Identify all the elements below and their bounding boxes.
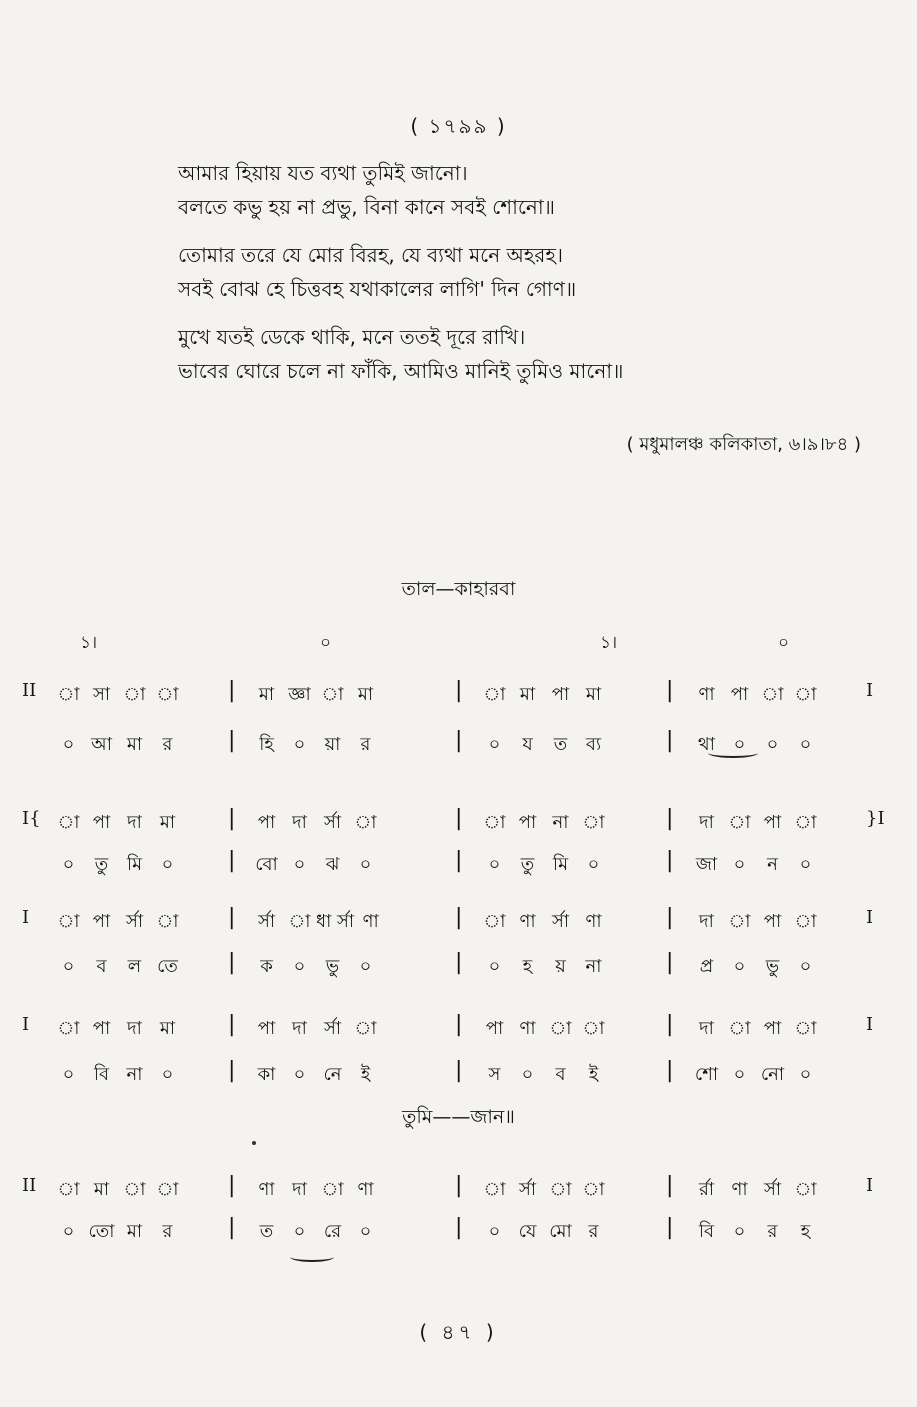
beat-separator: | (455, 678, 463, 703)
syllable: ০ (766, 734, 779, 755)
note: া (794, 911, 817, 932)
syllable: হ (800, 1221, 811, 1242)
syllable: য (522, 734, 533, 755)
note: দা (127, 812, 142, 833)
beat-marker: ১। (80, 633, 98, 653)
beat-group (478, 680, 610, 711)
poem (178, 156, 878, 388)
syllable: হি (259, 734, 274, 755)
note: দা (699, 812, 714, 833)
beat-group (690, 808, 822, 839)
syllable: শো (694, 1064, 719, 1085)
note: পা (551, 684, 570, 705)
syllable: রে (323, 1221, 342, 1242)
note: া (549, 1179, 572, 1200)
poem-line: আমার হিয়ায় যত ব্যথা তুমিই জানো। (178, 161, 468, 185)
syllable: না (585, 956, 602, 977)
note: র্সা (125, 911, 144, 932)
note: পা (763, 1018, 782, 1039)
poem-line: সবই বোঝ হে চিত্তবহ যথাকালের লাগি' দিন গোণ॥ (178, 277, 577, 301)
note: পা (518, 812, 537, 833)
syllable: ০ (799, 1064, 812, 1085)
poem-line: তোমার তরে যে মোর বিরহ, যে ব্যথা মনে অহরহ। (178, 243, 563, 267)
refrain: তুমি——জান॥ (402, 1106, 515, 1128)
note: া (156, 1179, 179, 1200)
syllable: নে (323, 1064, 342, 1085)
beat-group (478, 1217, 610, 1248)
beat-separator: | (455, 950, 463, 975)
beat-group (250, 907, 387, 938)
source-note: ( মধুমালঞ্চ কলিকাতা, ৬।৯।৮৪ ) (626, 434, 861, 455)
beat-group (52, 808, 184, 839)
notation-row-notes (0, 1012, 917, 1044)
note: মা (585, 684, 602, 705)
syllable: আ (91, 734, 112, 755)
beat-separator: | (666, 806, 674, 831)
beat-marker: ০ (778, 633, 790, 653)
notation-row-lyrics (0, 848, 917, 880)
syllable: ০ (359, 1221, 372, 1242)
note: র্সা (763, 1179, 782, 1200)
syllable: র (588, 1221, 599, 1242)
note: মা (159, 1018, 176, 1039)
beat-separator: | (455, 848, 463, 873)
beat-separator: | (666, 848, 674, 873)
bar-line-close: I (866, 680, 874, 701)
note: া (582, 812, 605, 833)
notation-row-notes (0, 1173, 917, 1205)
note: া (156, 911, 179, 932)
syllable: না (126, 1064, 143, 1085)
bar-line-close: I (866, 907, 874, 928)
note: মা (93, 1179, 110, 1200)
syllable: য়া (324, 734, 341, 755)
notation-row-notes (0, 905, 917, 937)
syllable: ০ (488, 734, 501, 755)
note: পা (763, 911, 782, 932)
bar-line-close: I (866, 1014, 874, 1035)
syllable: ০ (359, 956, 372, 977)
beat-group (478, 730, 610, 761)
beat-group (690, 1175, 822, 1206)
syllable: ০ (62, 854, 75, 875)
syllable: মি (126, 854, 143, 875)
syllable: ন (767, 854, 778, 875)
note: া (288, 911, 311, 932)
beat-separator: | (666, 905, 674, 930)
syllable: প্র (699, 956, 714, 977)
syllable: বি (698, 1221, 715, 1242)
syllable: ০ (293, 734, 306, 755)
poem-line: বলতে কভু হয় না প্রভু, বিনা কানে সবই শোনো॥ (178, 195, 555, 219)
syllable: ০ (488, 854, 501, 875)
note: ণা (519, 911, 536, 932)
syllable: ০ (62, 734, 75, 755)
beat-group (690, 850, 822, 881)
note: ণা (258, 1179, 275, 1200)
beat-group (690, 730, 822, 761)
note: দা (292, 1018, 307, 1039)
note: ণা (585, 911, 602, 932)
note: া (794, 684, 817, 705)
beat-group (478, 1175, 610, 1206)
poem-line: মুখে যতই ডেকে থাকি, মনে ততই দূরে রাখি। (178, 325, 526, 349)
note: পা (92, 1018, 111, 1039)
syllable: জা (695, 854, 718, 875)
beat-group (690, 1014, 822, 1045)
beat-separator: | (228, 848, 236, 873)
syllable: ০ (799, 854, 812, 875)
syllable: ০ (62, 1221, 75, 1242)
note: া (549, 1018, 572, 1039)
syllable: বি (93, 1064, 110, 1085)
note: ণা (362, 911, 379, 932)
note: া (761, 684, 784, 705)
beat-group (250, 850, 382, 881)
syllable: ০ (488, 1221, 501, 1242)
syllable: ০ (488, 956, 501, 977)
beat-separator: | (455, 1012, 463, 1037)
syllable: ব (96, 956, 107, 977)
syllable: ০ (161, 1064, 174, 1085)
note: া (483, 1179, 506, 1200)
beat-separator: | (666, 1058, 674, 1083)
syllable: হ (522, 956, 533, 977)
note: া (57, 1179, 80, 1200)
note: পা (257, 812, 276, 833)
beat-group (250, 1175, 382, 1206)
note: া (582, 1179, 605, 1200)
beat-separator: | (666, 678, 674, 703)
bar-line-open: I (22, 907, 30, 928)
note: া (123, 684, 146, 705)
beat-separator: | (666, 950, 674, 975)
beat-separator: | (455, 905, 463, 930)
beat-group (478, 907, 610, 938)
syllable: ভু (765, 956, 780, 977)
note: ণা (519, 1018, 536, 1039)
note: া (728, 1018, 751, 1039)
note: া (156, 684, 179, 705)
note: পা (92, 911, 111, 932)
note: া (57, 684, 80, 705)
note: মা (258, 684, 275, 705)
syllable: ০ (521, 1064, 534, 1085)
notation-row-lyrics (0, 1058, 917, 1090)
syllable: মা (126, 734, 143, 755)
note: না (552, 812, 569, 833)
syllable: র (767, 1221, 778, 1242)
syllable: নো (760, 1064, 785, 1085)
note: া (794, 1179, 817, 1200)
beat-group (52, 730, 184, 761)
beat-group (478, 850, 610, 881)
slur-mark (708, 748, 758, 758)
syllable: ০ (733, 854, 746, 875)
bar-line-open: I{ (22, 808, 41, 829)
note: া (728, 911, 751, 932)
note: র্রা (698, 1179, 715, 1200)
note: দা (127, 1018, 142, 1039)
syllable: ০ (587, 854, 600, 875)
note: দা (292, 812, 307, 833)
syllable: র (360, 734, 371, 755)
note: দা (699, 911, 714, 932)
note: মা (357, 684, 374, 705)
beat-separator: | (455, 1173, 463, 1198)
beat-group (52, 1060, 184, 1091)
beat-separator: | (455, 806, 463, 831)
song-number: ( ১৭৯৯ ) (410, 114, 507, 138)
slur-mark (290, 1252, 334, 1262)
beat-separator: | (228, 806, 236, 831)
syllable: ০ (799, 956, 812, 977)
syllable: ০ (62, 956, 75, 977)
syllable: ব (555, 1064, 566, 1085)
beat-group (52, 952, 184, 983)
syllable: তো (88, 1221, 115, 1242)
beat-group (250, 808, 382, 839)
beat-group (52, 1217, 184, 1248)
poem-line: ভাবের ঘোরে চলে না ফাঁকি, আমিও মানিই তুমিও মানো॥ (178, 359, 624, 383)
notation-row-notes (0, 678, 917, 710)
beat-separator: | (228, 1215, 236, 1240)
beat-group (478, 1014, 610, 1045)
syllable: ০ (161, 854, 174, 875)
note: া (483, 911, 506, 932)
bar-line-close: }I (866, 808, 885, 829)
syllable: থা (698, 734, 715, 755)
note: া (794, 812, 817, 833)
syllable: কা (257, 1064, 276, 1085)
syllable: ০ (733, 956, 746, 977)
beat-group (250, 1014, 382, 1045)
syllable: মো (549, 1221, 572, 1242)
syllable: ভু (325, 956, 340, 977)
notation-row-lyrics (0, 950, 917, 982)
beat-group (250, 952, 382, 983)
beat-separator: | (228, 1012, 236, 1037)
syllable: ০ (359, 854, 372, 875)
beat-group (52, 907, 184, 938)
note: মা (519, 684, 536, 705)
beat-separator: | (228, 950, 236, 975)
syllable: তু (520, 854, 535, 875)
syllable: মি (552, 854, 569, 875)
note: মা (159, 812, 176, 833)
bar-line-close: I (866, 1175, 874, 1196)
note: া (354, 1018, 377, 1039)
beat-group (52, 1175, 184, 1206)
note: া (354, 812, 377, 833)
syllable: য় (555, 956, 566, 977)
beat-group (478, 1060, 610, 1091)
syllable: মা (126, 1221, 143, 1242)
notation-row-lyrics (0, 728, 917, 760)
beat-separator: | (455, 728, 463, 753)
note: া (483, 812, 506, 833)
syllable: ই (588, 1064, 599, 1085)
syllable: ০ (799, 734, 812, 755)
note: ধা র্সা (316, 911, 355, 932)
note: র্সা (551, 911, 570, 932)
beat-markers (0, 630, 917, 660)
beat-separator: | (228, 728, 236, 753)
syllable: ০ (293, 956, 306, 977)
syllable: ই (360, 1064, 371, 1085)
beat-group (478, 808, 610, 839)
note: পা (730, 684, 749, 705)
notation-row-lyrics (0, 1215, 917, 1247)
beat-separator: | (666, 1012, 674, 1037)
note: া (483, 684, 506, 705)
syllable: ০ (293, 1221, 306, 1242)
note: া (582, 1018, 605, 1039)
beat-group (52, 680, 184, 711)
beat-separator: | (455, 1215, 463, 1240)
note: া (794, 1018, 817, 1039)
note: সা (92, 684, 111, 705)
note: া (321, 684, 344, 705)
syllable: ০ (733, 1221, 746, 1242)
syllable: বো (255, 854, 278, 875)
beat-group (690, 680, 822, 711)
note: জ্ঞা (288, 684, 311, 705)
beat-group (690, 1217, 822, 1248)
syllable: ত (553, 734, 568, 755)
note: ণা (698, 684, 715, 705)
beat-separator: | (228, 1173, 236, 1198)
beat-group (250, 680, 382, 711)
note: পা (92, 812, 111, 833)
syllable: তু (94, 854, 109, 875)
syllable: স (488, 1064, 501, 1085)
beat-group (250, 1060, 382, 1091)
note: া (123, 1179, 146, 1200)
syllable: ক (260, 956, 273, 977)
syllable: ০ (293, 1064, 306, 1085)
beat-group (250, 1217, 382, 1248)
dot-mark (252, 1141, 256, 1145)
page-number: ( ৪৭ ) (419, 1320, 498, 1344)
syllable: ০ (62, 1064, 75, 1085)
note: া (57, 812, 80, 833)
note: পা (763, 812, 782, 833)
note: পা (485, 1018, 504, 1039)
beat-separator: | (666, 1215, 674, 1240)
syllable: ত (259, 1221, 274, 1242)
tala-heading: তাল—কাহারবা (401, 578, 516, 600)
syllable: র (162, 734, 173, 755)
note: ণা (357, 1179, 374, 1200)
syllable: ০ (293, 854, 306, 875)
syllable: ০ (733, 734, 746, 755)
notation-row-notes (0, 806, 917, 838)
beat-group (690, 952, 822, 983)
beat-group (690, 907, 822, 938)
bar-line-open: II (22, 680, 37, 701)
note: দা (699, 1018, 714, 1039)
note: দা (292, 1179, 307, 1200)
bar-line-open: I (22, 1014, 30, 1035)
beat-marker: ০ (320, 633, 332, 653)
note: র্সা (323, 812, 342, 833)
syllable: ব্য (585, 734, 602, 755)
beat-group (690, 1060, 822, 1091)
beat-group (250, 730, 382, 761)
beat-separator: | (666, 1173, 674, 1198)
beat-group (478, 952, 610, 983)
note: ণা (731, 1179, 748, 1200)
syllable: র (162, 1221, 173, 1242)
beat-separator: | (228, 678, 236, 703)
note: া (728, 812, 751, 833)
note: র্সা (257, 911, 276, 932)
bar-line-open: II (22, 1175, 37, 1196)
beat-group (52, 1014, 184, 1045)
note: র্সা (518, 1179, 537, 1200)
beat-separator: | (228, 1058, 236, 1083)
syllable: তে (157, 956, 178, 977)
beat-group (52, 850, 184, 881)
beat-marker: ১। (600, 633, 618, 653)
beat-separator: | (228, 905, 236, 930)
note: া (321, 1179, 344, 1200)
syllable: ০ (733, 1064, 746, 1085)
beat-separator: | (666, 728, 674, 753)
note: া (57, 911, 80, 932)
syllable: যে (518, 1221, 537, 1242)
note: পা (257, 1018, 276, 1039)
syllable: ল (127, 956, 142, 977)
beat-separator: | (455, 1058, 463, 1083)
note: র্সা (323, 1018, 342, 1039)
syllable: ঝ (325, 854, 340, 875)
note: া (57, 1018, 80, 1039)
